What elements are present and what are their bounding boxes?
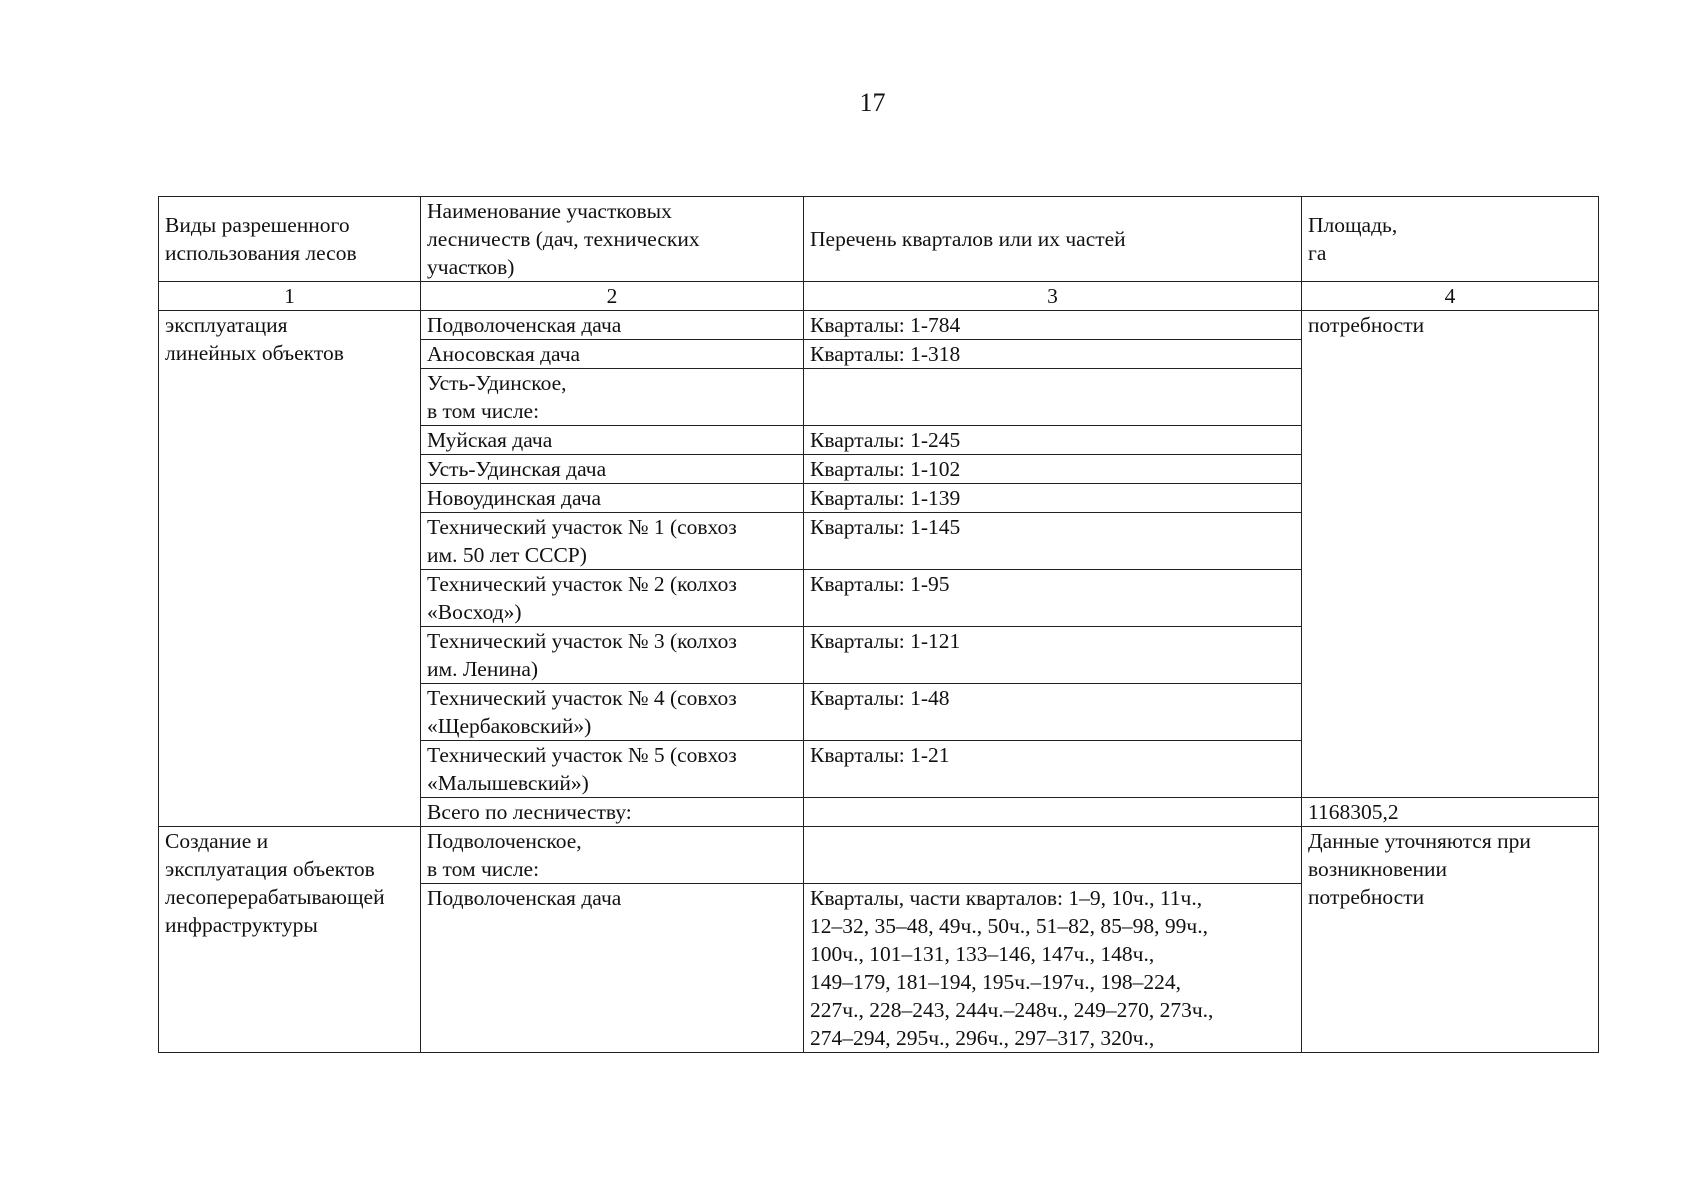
header-use-type: Виды разрешенного использования лесов [159, 197, 421, 282]
forestry-name: Новоудинская дача [421, 484, 804, 513]
forestry-name: Подволоченская дача [421, 311, 804, 340]
forestry-name: Муйская дача [421, 426, 804, 455]
quarters-list: Кварталы: 1-784 [804, 311, 1302, 340]
quarters-list: Кварталы: 1-139 [804, 484, 1302, 513]
forestry-name: Технический участок № 4 (совхоз «Щербаковский») [421, 684, 804, 741]
quarters-list: Кварталы: 1-21 [804, 741, 1302, 798]
quarters-list: Кварталы: 1-318 [804, 340, 1302, 369]
forestry-name: Подволоченская дача [421, 884, 804, 1053]
column-number-row [159, 282, 1599, 311]
forestry-name: Аносовская дача [421, 340, 804, 369]
forestry-name: Технический участок № 3 (колхоз им. Ленина) [421, 627, 804, 684]
quarters-list [804, 369, 1302, 426]
column-number: 3 [804, 282, 1302, 311]
forestry-name: Технический участок № 2 (колхоз «Восход») [421, 570, 804, 627]
table-row [159, 311, 1599, 340]
forest-use-table [158, 196, 1599, 1053]
area-note: Данные уточняются при возникновении потребности [1302, 827, 1599, 1053]
quarters-list: Кварталы: 1-95 [804, 570, 1302, 627]
forestry-name: Технический участок № 5 (совхоз «Малышевский») [421, 741, 804, 798]
quarters-list: Кварталы: 1-245 [804, 426, 1302, 455]
quarters-list: Кварталы: 1-145 [804, 513, 1302, 570]
header-quarters: Перечень кварталов или их частей [804, 197, 1302, 282]
header-forestry-name: Наименование участковых лесничеств (дач, технических участков) [421, 197, 804, 282]
table-row [159, 827, 1599, 884]
forestry-name: Усть-Удинская дача [421, 455, 804, 484]
column-number: 2 [421, 282, 804, 311]
total-label: Всего по лесничеству: [421, 798, 804, 827]
quarters-list: Кварталы, части кварталов: 1–9, 10ч., 11ч., 12–32, 35–48, 49ч., 50ч., 51–82, 85–98, 99ч., 100ч., 101–131, 133–146, 147ч., 148ч., 149–179, 181–194, 195ч.–197ч., 198–224, 227ч., 228–243, 244ч.–248ч., 249–270, 273ч., 274–294, 295ч., 296ч., 297–317, 320ч., [804, 884, 1302, 1053]
forestry-name: Подволоченское, в том числе: [421, 827, 804, 884]
use-type-processing-infrastructure: Создание и эксплуатация объектов лесоперерабатывающей инфраструктуры [159, 827, 421, 1053]
use-type-linear-objects: эксплуатация линейных объектов [159, 311, 421, 827]
header-area: Площадь, га [1302, 197, 1599, 282]
quarters-list [804, 827, 1302, 884]
quarters-list: Кварталы: 1-121 [804, 627, 1302, 684]
page-number: 17 [859, 88, 886, 117]
table-header-row [159, 197, 1599, 282]
quarters-list: Кварталы: 1-48 [804, 684, 1302, 741]
forestry-name: Усть-Удинское, в том числе: [421, 369, 804, 426]
area-note: потребности [1302, 311, 1599, 798]
total-quarters-empty [804, 798, 1302, 827]
quarters-list: Кварталы: 1-102 [804, 455, 1302, 484]
column-number: 4 [1302, 282, 1599, 311]
forestry-name: Технический участок № 1 (совхоз им. 50 лет СССР) [421, 513, 804, 570]
column-number: 1 [159, 282, 421, 311]
total-value: 1168305,2 [1302, 798, 1599, 827]
